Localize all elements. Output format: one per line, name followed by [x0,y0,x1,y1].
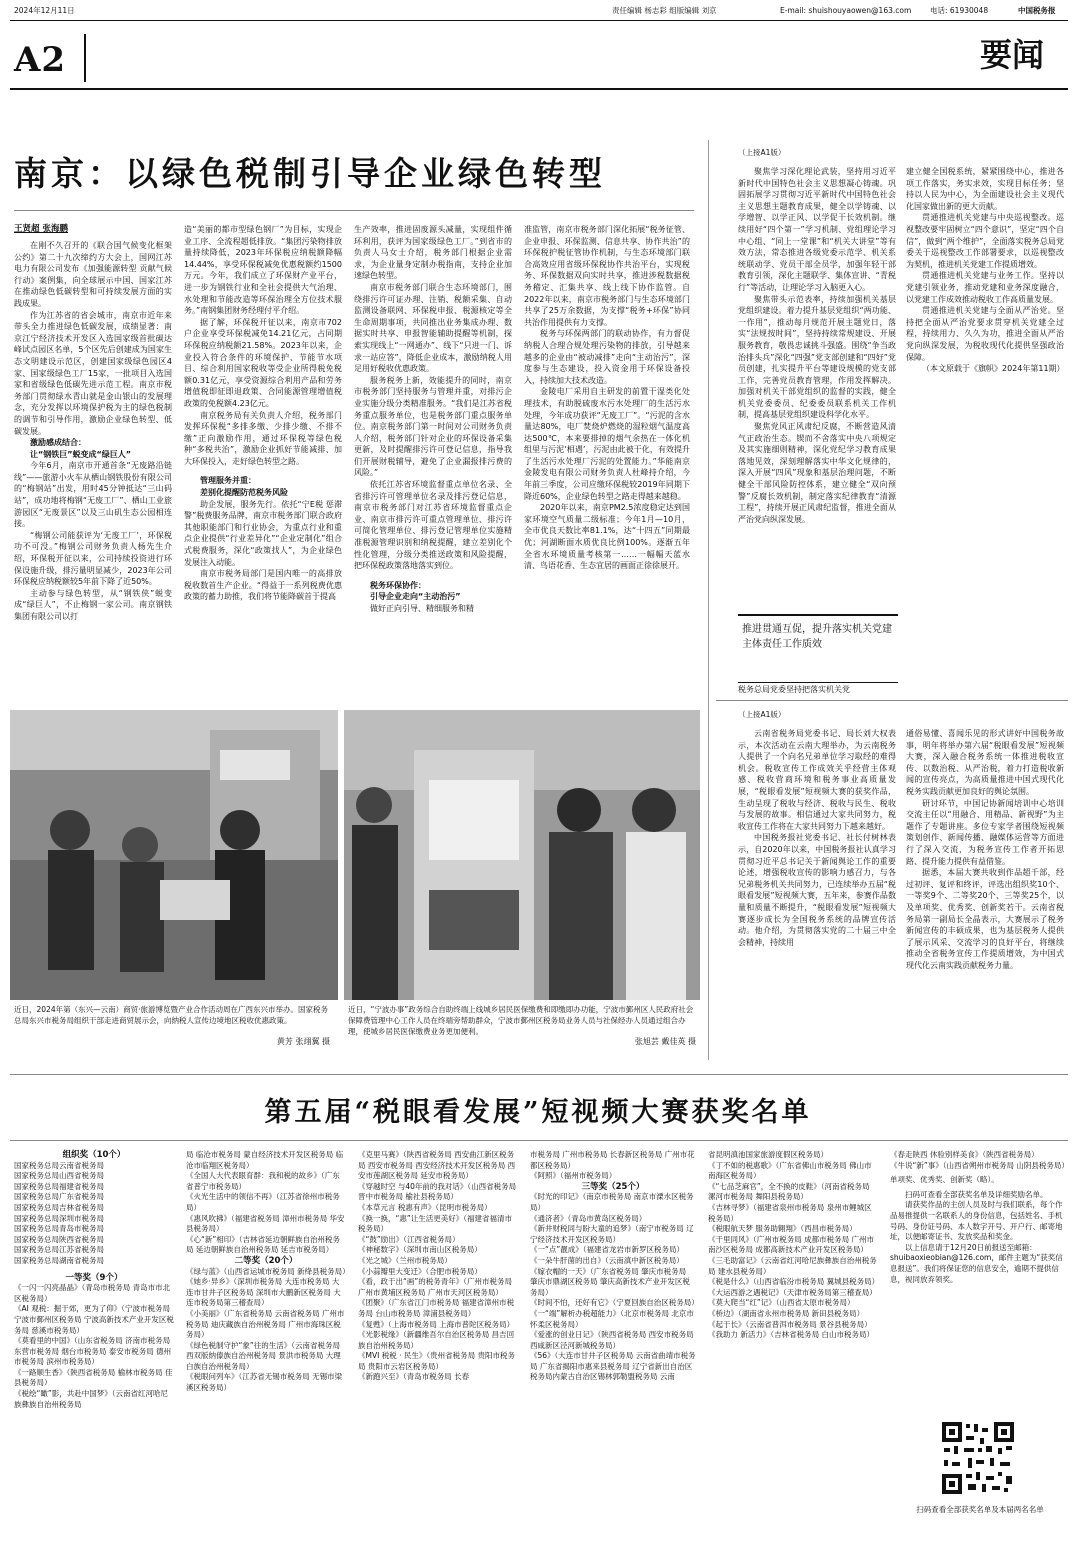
paragraph: 依托江苏省环境监督重点单位名录、全省排污许可管理单位名录及排污登记信息，南京市税务部门对江苏省环境监督重点企业、南京市排污许可重点管理单位、排污许可简化管理单位、排污登记管理单位实施精准税源管理识别和纳税提醒，建立差别化个性化管理，分级分类推送政策和风险提醒，把环保税政策落地落实到位。 [354,480,512,571]
award-entry: 《惠风吹拂》（福建省税务局 漳州市税务局 华安县税务局） [186,1213,345,1234]
winners-col-5 [708,1150,878,1341]
paper-name: 中国税务报 [1018,6,1056,15]
lead-col-4 [524,224,690,572]
award-entry: 《56》（大连市甘井子区税务局 云南省曲靖市税务局 广东省揭阳市惠来县税务局 辽宁省新出自治区税务局内蒙古自治区锡林郭勒盟税务局 云南 [530,1351,696,1382]
award-entry: 《一“端”解析办税超能力》（北京市税务局 北京市怀柔区税务局） [530,1308,694,1329]
paragraph: 金陵电厂采用自主研发的前置干湿类化处理技术，有助脱硫废水污水处理厂的生活污水处理，今年成功获评“无废工厂”。“污泥的含水量达80%，电厂焚烧炉燃烧的湿粒烟气温度高达500℃，本来要排掉的烟气余热在一体化机组里与污泥‘相遇’，污泥由此被干化，有效提升了生活污水处理厂污泥的处置能力。”华能南京金陵发电有限公司财务负责人杜峰持介绍，今年前三季度，公司应缴环保税较2019年同期下降近60%，企业绿色转型之路走得越来越稳。 [524,387,690,501]
award-entry: 《小蒜瓣里大变迁》（合肥市税务局） [358,1266,482,1276]
source-note: （本文原载于《旗帜》2024年第11期） [922,364,1065,374]
winners-col-6 [890,1150,1069,1285]
award-entry: 《干里同风》（广州市税务局 成都市税务局 广州市南沙区税务局 成都高新技术产业开发区税务局） [708,1234,875,1255]
award-entry: 《吉林寻梦》（福建省泉州市税务局 泉州市鲤城区税务局） [708,1202,872,1223]
subhead: 引导企业走向“主动治污” [370,592,461,602]
continued-kicker: （上接A1版） [738,148,786,157]
org-award: 国家税务总局陕西省税务局 [14,1234,104,1244]
winners-rule-top [10,1074,1068,1075]
paragraph: 贯通推进机关党建与业务工作。坚持以党建引领业务，推动党建和业务深度融合，以党建工作成效推动税收工作高质量发展。 [906,271,1064,304]
award-entry: 《起于长》（云南省普洱市税务局 景谷县税务局） [708,1319,872,1329]
award-entry: 《绿与蓝》（山西省运城市税务局 新绛县税务局） [186,1266,350,1276]
org-award: 国家税务总局福建省税务局 [14,1181,104,1191]
award-entry: 局 临沧市税务局 蒙自经济技术开发区税务局 临沧市临翔区税务局） [186,1150,344,1170]
lead-col-3 [354,224,512,615]
paragraph: 税务与环保两部门的联动协作，有力督促纳税人合理合规处理污染物的排放，引导越来越多的企业由“被动减排”走向“主动治污”，深度参与生态建设，投入资金用于环保设备投入，持续加大技术改造。 [524,329,690,385]
paragraph: 中国税务报社党委书记、社长付树林表示，自2020年以来，中国税务报社认真学习贯彻习近平总书记关于新闻舆论工作的重要论述，增强税收宣传的影响力感召力，与各兄弟税务机关共同努力，已连续举办五届“税眼看发展”短视频大赛，五年来，参赛作品数量和质量不断提升，“税眼看发展”短视频大赛逐步成长为全国税务系统的品牌宣传活动。他介绍，为贯彻落实党的二十届三中全会精神，持续用 [738,833,896,947]
winners-rule-bottom [10,1140,1068,1141]
subhead: 管理服务并重： [200,476,256,486]
paragraph: 建立健全国税系统，紧紧围绕中心，推进各项工作落实，务实求效，实现目标任务；坚持以人民为中心，为全面建设社会主义现代化国家做出新的更大贡献。 [906,167,1064,211]
award-entry: 《丁不如的税惠歌》（广东省佛山市税务局 佛山市南海区税务局） [708,1160,872,1181]
award-entry: 《“七品芝麻官”，全不换的皮鞋》（河南省税务局 漯河市税务局 舞阳县税务局） [708,1181,870,1202]
editors: 责任编辑 杨志彩 组版编辑 刘京 [612,6,717,15]
paragraph: 据了解，环保税开征以来，南京市702户企业享受环保税减免14.21亿元，占同期环保税应纳税额21.58%。2023年以来，企业投入符合条件的环境保护、节能节水项目、综合利用国家税收等受企业所得税免税额0.31亿元，享受资源综合利用产品和劳务增值税即征即退政策、合同能源管理增值税政策的免税额4.23亿元。 [184,317,342,408]
subhead: 税务环保协作： [370,580,426,590]
award-entry: 《小美丽》（广东省税务局 云南省税务局 广州市税务局 迪庆藏族自治州税务局 广州市海珠区税务局） [186,1308,345,1340]
org-award: 国家税务总局山西省税务局 [14,1171,104,1181]
award-entry: 市税务局 广州市税务局 长春新区税务局 广州市花都区税务局） [530,1150,695,1170]
award-entry: 《税眼问列车》（江苏省无锡市税务局 无锡市梁溪区税务局） [186,1372,343,1393]
org-award: 国家税务总局云南省税务局 [14,1160,104,1170]
right-top-author: 税务总局党委坚持把落实机关党 [738,685,850,694]
award-entry: 《税是什么》（山西省临汾市税务局 翼城县税务局） [708,1277,880,1287]
org-award: 国家税务总局湖南省税务局 [14,1255,104,1265]
award-entry: 《莫大爬当“红”记》（山西省太原市税务局） [708,1298,855,1308]
phone: 电话: 61930048 [930,6,989,15]
award-entry: 《火光生活中的领信不再》（江苏省徐州市税务局） [186,1192,340,1212]
subhead: 让“钢铁巨”蜕变成“绿巨人” [30,449,132,459]
title-rule [14,210,694,211]
paragraph: 贯通推进机关党建与全面从严治党。坚持把全面从严治党要求贯穿机关党建全过程，持续用力、久久为功，推进全面从严治党向纵深发展，为税收现代化提供坚强政治保障。 [906,306,1064,362]
org-award: 国家税务总局江苏省税务局 [14,1245,104,1255]
paragraph: 聚焦学习深化理论武装，坚持用习近平新时代中国特色社会主义思想凝心铸魂。巩固拓展学习贯彻习近平新时代中国特色社会主义思想主题教育成果，健全以学铸魂、以学增智、以学正风、以学促干长效机制。继续用好“四个第一”学习机制、党组理论学习中心组、“同上一堂课”和“机关大讲堂”等有效方法，常态推进各级党委示范学、机关系统联动学、党员干部全员学，加强年轻干部教育引领，深化主题联学、集体宣讲、“青税行”等活动，让理论学习入脑更入心。 [738,167,896,292]
org-award: 国家税务总局广东省税务局 [14,1192,104,1202]
paragraph: 服务税务上新，效能提升的同时，南京市税务部门坚持服务与管理并重，对排污企业实施分级分类精准服务。“我们是江苏省税务重点服务单位，也是税务部门重点服务单位。南京税务部门第一时间对公司财务负责人介绍，税务部门针对企业的环保设备采集更新，及时提醒排污许可登记信息，指导我们开展财税辅导，避免了企业漏报排污费的风险。” [354,375,512,478]
award-entry: 《克里马赛》（陕西省税务局 西安曲江新区税务局 西安市税务局 西安经济技术开发区税务局 西安市莲湖区税务局 延安市税务局） [358,1150,516,1181]
award-entry: 《“鼓”励出》（江西省税务局） [358,1234,460,1244]
issue-date: 2024年12月11日 [14,6,75,15]
note: 请获奖作品的主创人员及时与我们联系，每个作品易推提供一名联系人的身份信息，包括姓名、手机号码、身份证号码、本人数字开号、开户行、邮寄地址，以便邮寄证书、发放奖品和奖金。 [890,1200,1063,1242]
award-entry: 《时光的印记》（南京市税务局 南京市溧水区税务局） [530,1192,694,1212]
award-entry: 《税绘“瞰”影，共赴中国梦》（云南省红河哈尼族彝族自治州税务局 [14,1389,169,1409]
paragraph: 聚焦党风正风肃纪反腐，不断营造风清气正政治生态。锲而不舍落实中央八项规定及其实施细则精神，深化党纪学习教育成果落地见效，深刻理解落实中华文化规律的，深入开展“四风”现象和基层治理问题，不断健全干部风险防控体系，建立健全“双向预警”反腐长效机制，制定落实纪律教育“清源工程”，持续开展正风肃纪监督，推进全面从严治党向纵深发展。 [738,422,896,524]
paragraph: 南京市税务部门联合生态环境部门，围绕排污许可证办理、注销、税额采集、自动监测设备联网、环保税申报、税源核定等全生命周期事项，共同推出业务集成办理、数据实时共享、申报智能辅助提醒等机制，探索实现线上“一网通办”、线下“只进一门、诉求一站应答”，降低企业成本，激励纳税人用足用好税收优惠政策。 [354,282,512,374]
award-entry: 《新井财税同与盼大童的追梦》（南宁市税务局 辽宁经济技术开发区税务局） [530,1224,694,1244]
award-entry: 《神秘数字》（深圳市南山区税务局） [358,1245,482,1255]
photo-exhibition [10,710,338,1000]
paragraph: 造“美丽的都市型绿色钢厂”为目标，实现企业工序、全流程超低排放。“集团污染物排放量持续降低，2023年环保税应纳税额降幅14.44%，享受环保税减免优惠税额约1500万元。今年，我们成立了环保财产业平台，进一步为钢铁行业和全社会提供大气治理、水处理和节能改造等环保治理全方位技术服务。”南钢集团财务经理付平介绍。 [184,225,342,316]
award-entry: 《她乡·异乡》（深圳市税务局 大连市税务局 大连市甘井子区税务局 深圳市大鹏新区税务局 大连市税务局第三稽查局） [186,1277,341,1308]
award-entry: 《新跑兴至》（青岛市税务局 长春 [358,1372,470,1382]
award-entry: 《MVI 税税 · 民生》（贵州省税务局 贵阳市税务局 贵阳市云岩区税务局） [358,1351,515,1371]
photo-exhibition-image [10,710,338,1000]
paragraph: 聚焦带头示范表率，持续加强机关基层党组织建设。着力提升基层党组织“两功能、一作用”，推动每月规范开展主题党日，落实“法规按时间”，坚持持续常规建设、开展服务教育，敬畏忠诚挑斗强盛。围绕“争当政治排头兵”深化“四强”党支部创建和“四好”党员创建，扎实提升平台等建设规模的党支部工作，完善党员教育管理，作用发挥解决。加强对机关干部党组织的监督的实践，健全机关党委委员、纪委委员联系机关工作机制，提高基层党组织建设科学化水平。 [738,294,896,420]
award-entry: 《换一换，“惠”让生活更美好》（福建省福清市税务局） [358,1213,513,1234]
award-entry: 《时间不怕，还好有它》（宁夏回族自治区税务局） [530,1298,699,1308]
pull-quote-box [738,614,898,683]
award-entry: 《通济者》（青岛市黄岛区税务局） [530,1213,647,1223]
award-entry: 《全国人大代表眼育群：我和税的故乡》（广东省普宁市税务局） [186,1171,340,1191]
paragraph: 主动参与绿色转型，从“钢铁侠”蜕变成“绿巨人”，不止梅钢一家公司。南京钢铁集团有限公司以打 [14,588,172,621]
masthead-rule [10,88,1068,90]
section-name: 要闻 [980,36,1045,74]
award-entry: 《绿色税制守护“象”往的生活》（云南省税务局 西双版纳傣族自治州税务局 景洪市税务局 大理白族自治州税务局） [186,1340,341,1371]
paragraph: 生产效率，推进固废源头减量，实现组件循环利用，获评为国家级绿色工厂。”到省市的负责人马女士介绍，税务部门根据企业需求，为企业量身定制办税指南，支持企业加速绿色转型。 [354,225,512,281]
award-entry: 《看，政于出“画”的税务青年》（广州市税务局 广州市黄埔区税务局 广州市天河区税务局） [358,1277,513,1297]
qr-code-graphic [940,1420,1016,1496]
winners-col-3 [358,1150,518,1383]
right-top-col-2 [906,166,1064,375]
group-heading: 二等奖（20个） [234,1255,298,1266]
award-entry: 《莫看里的中国》（山东省税务局 济南市税务局 东营市税务局 烟台市税务局 泰安市税务局 德州市税务局 滨州市税务局） [14,1336,172,1367]
paragraph: 通俗易懂、喜闻乐见的形式讲好中国税务故事，明年将举办第六届“税眼看发展”短视频大赛，深入融合税务系统一体推进税收宣传、以数治税、从严治税，着力打造税收新闻的宣传亮点，为高质量推进中国式现代化税务实践贡献更加良好的舆论氛围。 [906,729,1064,796]
note: 单项奖、优秀奖、创新奖（略）。 [890,1175,999,1185]
right-mid-col-2 [906,728,1064,971]
award-entry: 《我助力 新活力》（吉林省税务局 白山市税务局） [708,1330,875,1340]
award-entry: 《牛说“新”事》（山西省朔州市税务局 山阴县税务局） [890,1160,1069,1170]
winners-title: 第五届“税眼看发展”短视频大赛获奖名单 [264,1097,812,1128]
group-heading: 三等奖（25个） [581,1181,645,1192]
byline: 王贤超 张海鹏 [14,224,68,234]
award-entry: 《本草元言 税惠有声》（昆明市税务局） [358,1202,492,1212]
photo-caption-right: 近日，“宁波办事”政务综合自助终端上线城乡居民医保缴费和即缴即办功能，宁波市鄞州区人民政府社会保障费管理中心工作人员在终端旁帮助群众，宁波市鄞州区税务局业务人员与社保经办人员通过组合办理，使城乡居民医保缴费业务更加便利。 [348,1005,694,1036]
winners-col-1 [14,1150,174,1410]
award-entry: 《一闪一闪亮晶晶》（青岛市税务局 青岛市市北区税务局） [14,1283,171,1303]
award-entry: 《一路顺生香》（陕西省税务局 榆林市税务局 佳县税务局） [14,1367,173,1388]
award-entry: 《AI 观税：掘于郊，更为了仰》（宁波市税务局 宁波市鄞州区税务局 宁波高新技术产业开发区税务局 慈溪市税务局） [14,1304,174,1335]
award-entry: 《三毛助富记》（云南省红河哈尼族彝族自治州税务局 建水县税务局） [708,1255,877,1276]
column-divider [708,140,709,1060]
subhead: 差别化提醒防范税务风险 [200,488,288,498]
page-number: A2 [14,40,67,80]
award-entry: 《爱涨的创业日记》（陕西省税务局 西安市税务局 西咸新区泾河新城税务局） [530,1330,694,1350]
paragraph: 准监管，南京市税务部门深化拓展“税务征管、企业申报、环保监测、信息共享、协作共治”的环保税护税征管协作机制，与生态环境部门联合高效应用省级环保税协作共治平台，实现税务、环保数据双向实时共享，推进涉税数据税务稽定、汇集共享、线上线下协作监管。自2022年以来，南京市税务部门与生态环境部门共享了25万余数据，为支撑“税务+环保”协同共治作用提供有力支撑。 [524,225,690,327]
continued-kicker-2: （上接A1版） [738,710,786,719]
paragraph: 研讨环节，中国记协新闻培训中心培训交流主任以“用融合、用精品、新视野”为主题作了专题讲座。多位专家学者围绕短视频策划创作、新闻传播、融媒体运营等方面进行了深入交流，为税务宣传工作者开拓思路、提升能力提供有益借鉴。 [906,798,1064,866]
award-entry: 《嫁衣帽的一天》（广东省税务局 肇庆市税务局 肇庆市鼎湖区税务局 肇庆高新技术产业开发区税务局） [530,1266,690,1297]
paragraph: “梅钢公司能获评为‘无废工厂’，环保税功不可没。”梅钢公司财务负责人杨先生介绍，环保税开征以来，公司持续投资进行环保设施升级，排污量明显减少，2023年公司环保税应纳税额较5年前下降了近50%。 [14,530,172,587]
award-entry: 《穿越时空 与40年前的我对话》（山西省税务局 晋中市税务局 榆社县税务局） [358,1181,517,1202]
paragraph: 助企发展，服务先行。依托“宁E税 惩滞警”税费服务品牌，南京市税务部门联合政府其他职能部门和行业协会，为重点行业和重点企业提供“行业差异化”“企业定制化”组合式税费服务，深化“政策找人”，为企业绿色发展注入动能。 [184,499,342,567]
photo-credit-right: 张旭芸 戴佳英 摄 [634,1037,696,1046]
award-entry: 《一朵牛肝菌的出自》（云南滇中新区税务局） [530,1255,684,1265]
lead-col-2 [184,224,342,603]
email: E-mail: shuishouyaowen@163.com [780,6,912,15]
award-entry: 省昆明滇池国家旅游度假区税务局） [708,1150,828,1159]
award-entry: 《阿照》（福州市税务局） [530,1171,617,1181]
org-award: 国家税务总局青岛市税务局 [14,1224,104,1234]
section-rule [716,700,1068,701]
lead-title: 南京：以绿色税制引导企业绿色转型 [14,154,606,193]
award-entry: 《团聚》（广东省江门市税务局 福建省漳州市税务局 台山市税务局 漳浦县税务局） [358,1298,515,1318]
right-mid-col-1 [738,728,896,948]
award-entry: 《心“新”相印》（吉林省延边朝鲜族自治州税务局 延边朝鲜族自治州税务局 延吉市税务局） [186,1234,341,1255]
award-entry: 《光之城》（兰州市税务局） [358,1255,452,1265]
paragraph: 作为江苏省的省会城市，南京市近年来带头全力推进绿色低碳发展，成绩显著：南京江宁经济技术开发区入选国家级首批碳达峰试点园区名单，5个区先后创建成为国家生态文明建设示范区，创建国家级绿色园区4家、国家级绿色工厂15家，一批项目入选国家和省级绿色低碳先进示范工程。南京市税务部门贯彻绿水青山就是金山银山的发展理念，充分发挥以环境保护税为主的绿色税制的调节和引导作用，激励企业绿色转型、低碳发展。 [14,310,172,436]
page-divider [84,34,86,82]
group-heading: 组织奖（10个） [62,1150,126,1160]
right-top-col-1 [738,166,896,525]
award-entry: 《一“点”靓成》（福建省龙岩市新罗区税务局） [530,1245,685,1255]
group-heading: 一等奖（9个） [65,1272,123,1283]
paragraph: 贯通推进机关党建与中央巡视整改。巡视整改要牢固树立“四个意识”，坚定“四个自信”，做到“两个维护”，全面落实税务总局党委关于巡视整改工作部署要求，以巡视整改为契机，推进机关党建工作提质增效。 [906,213,1064,269]
photo-terminal [344,710,700,1000]
photo-terminal-image [344,710,700,1000]
paragraph: 南京市税务局部门是国内唯一的高排放税收数首生产企业。“得益于一系列税费优惠政策的蓄力助推，我们将节能降碳首于提高 [184,569,342,602]
header-rule [10,20,1068,21]
winners-col-2 [186,1150,350,1394]
award-entry: 《税眼航天梦 服务助翱翔》（西昌市税务局） [708,1224,857,1234]
paragraph: 做好正向引导、精细服务和精 [370,604,474,613]
winners-col-4 [530,1150,699,1383]
award-entry: 《桥边》（湖南省永州市税务局 新田县税务局） [708,1308,865,1318]
award-entry: 《大运西游之遇税记》（天津市税务局第三稽查局） [708,1287,877,1297]
qr-caption: 扫码查看全部获奖名单及本届两名名单 [916,1505,1044,1514]
org-award: 国家税务总局深圳市税务局 [14,1213,104,1223]
qr-code-icon[interactable] [940,1420,1016,1496]
paragraph: 今年6月，南京市开通首条“无废路沿链线”——旅游小火车从栖山钢铁股份有限公司的“梅钢站”出发，用时45分钟抵达“三山码站”，成功地将梅钢“无废工厂”、栖山工业旅游园区“无废景区”以及三山矶生态公园相连接。 [14,461,172,529]
paragraph: 2020年以来，南京PM2.5浓度稳定达到国家环境空气质量二级标准；今年1月—10月，全市优良天数比率81.1%，达“十四五”同期最优；河湖断面水质优良比例100%。逐渐五年全省水环境质量考核第一……一幅幅天蓝水清、鸟语花香、生态宜居的画面正徐徐展开。 [524,503,690,571]
award-entry: 《春走陕西 休验别样美食》（陕西省税务局） [890,1150,1039,1159]
pull-quote: 推进贯通互促，提升落实机关党建主体责任工作质效 [742,624,892,650]
subhead: 激励感成结合： [30,438,86,448]
paragraph: 云南省税务局党委书记、局长刘大权表示，本次活动在云南大理举办，为云南税务人提供了一个向名兄弟单位学习取经的难得机会。税收宣传工作成效关乎经营主体观感、税收营商环境和税务事业高质量发展，“税眼看发展”短视频大赛的获奖作品，生动呈现了税收与经济、税收与民生、税收与发展的故事。相信通过大家共同努力，税收宣传工作将在大家共同努力下越来越好。 [738,729,896,831]
photo-caption-left: 近日，2024年第（东兴—云南）商贸·旅游博览暨产业合作活动周在广西东兴市举办。国家税务总局东兴市税务局组织干部走进商贸展示会，向纳税人宣传边境地区税收优惠政策。 [14,1005,328,1025]
award-entry: 《光影税缘》（新疆维吾尔自治区税务局 昌吉回族自治州税务局） [358,1330,515,1350]
org-award: 国家税务总局吉林省税务局 [14,1202,104,1212]
paragraph: 在刚不久召开的《联合国气候变化框架公约》第二十九次缔约方大会上，国网江苏电力有限公司发布《加强能源转型 贡献气候行动》案例集，向全球展示中国、国家江苏在推动绿色低碳转型和可持续发展方面的实践成果。 [14,241,172,308]
lead-col-1 [14,240,172,623]
photo-credit-left: 黄芳 张翊翼 摄 [276,1037,330,1046]
note: 扫码可查看全部获奖名单及详细奖励名单。 [905,1189,1048,1199]
paragraph: 据悉，本届大赛共收到作品超千部，经过初评、复评和终评，评选出组织奖10个、一等奖9个、二等奖20个、三等奖25个，以及单项奖、优秀奖、创新奖若干。云南省税务局第一副局长全晶表示，大赛展示了税务新闻宣传的丰硕成果，也为基层税务人提供了展示风采、交流学习的良好平台，将继续推动全省税务宣传工作提质增效，为中国式现代化云南实践贡献税务力量。 [906,868,1064,970]
paragraph: 南京税务局有关负责人介绍，税务部门发挥环保税“多排多缴、少排少缴、不排不缴”正向激励作用，通过环保税等绿色税种“多税共治”，激励企业抓好节能减排、加大环保投入，走好绿色转型之路。 [184,410,342,466]
award-entry: 《复甦》（上海市税务局 上海市普陀区税务局） [358,1319,515,1329]
note: 以上信息请于12月20日前报送至邮箱：shuibaoxieobian@126.com，邮件主题为“获奖信息报送”。我们将保证您的信息安全，逾期不提供信息，视同放弃领奖。 [890,1242,1063,1284]
